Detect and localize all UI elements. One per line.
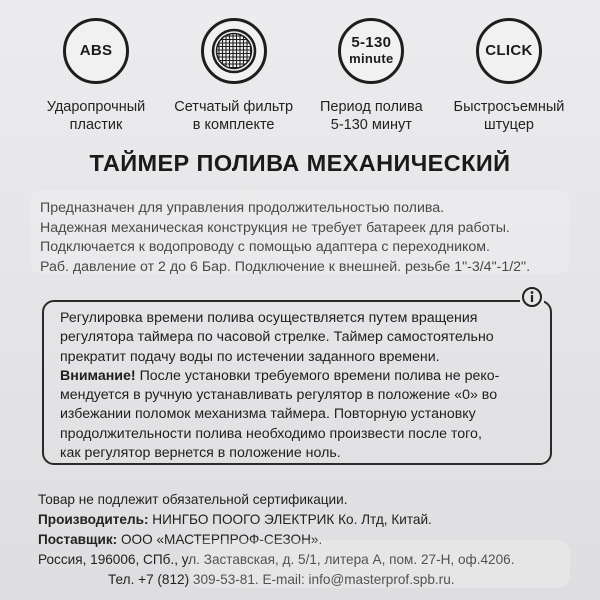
intro-line: Подключается к водопроводу с помощью адаптера с переходником. — [40, 239, 490, 255]
address-line: Россия, 196006, СПб., ул. Заставская, д. 5/1, литера А, пом. 27-Н, оф.4206. — [38, 552, 515, 567]
notice-line: прекратит подачу воды по истечении заданного времени. — [60, 348, 440, 365]
warning-text: После установки требуемого времени полива не реко- — [135, 367, 500, 384]
caption-line: Период полива — [319, 99, 423, 115]
notice-line: регулятора таймера по часовой стрелке. Таймер самостоятельно — [60, 329, 494, 346]
feature-period — [305, 14, 437, 144]
product-title: ТАЙМЕР ПОЛИВА МЕХАНИЧЕСКИЙ — [89, 150, 511, 176]
period-range: 5-130 — [351, 34, 392, 51]
certification-note: Товар не подлежит обязательной сертификации. — [38, 492, 348, 507]
feature-row — [30, 14, 575, 144]
notice-warning-line — [60, 367, 560, 386]
feature-click — [443, 14, 575, 144]
manufacturer-value: НИНГБО ПООГО ЭЛЕКТРИК Ко. Лтд, Китай. — [148, 512, 432, 527]
warning-label: Внимание! — [60, 367, 136, 384]
footer-info — [38, 490, 593, 590]
caption-line: в комплекте — [192, 117, 275, 133]
feature-icon-label: CLICK — [485, 42, 533, 59]
feature-caption — [47, 98, 145, 134]
feature-caption — [320, 98, 423, 134]
manufacturer-line — [38, 510, 593, 530]
notice-line: как регулятор вернется в положение ноль. — [60, 445, 341, 462]
notice-line: избежании поломок механизма таймера. Повторную установку — [60, 406, 476, 423]
intro-line: Раб. давление от 2 до 6 Бар. Подключение к внешней. резьбе 1"-3/4"-1/2". — [40, 258, 531, 275]
abs-text-icon — [63, 18, 129, 84]
caption-line: штуцер — [483, 117, 534, 133]
supplier-value: ООО «МАСТЕРПРОФ-СЕЗОН». — [117, 532, 323, 547]
intro-line: Надежная механическая конструкция не требует батареек для работы. — [40, 219, 510, 236]
feature-caption — [454, 98, 565, 134]
caption-line: 5-130 минут — [330, 117, 412, 133]
notice-line: продолжительности полива необходимо произвести после того, — [60, 425, 482, 442]
feature-icon-label — [349, 35, 393, 67]
feature-icon-label: ABS — [79, 42, 113, 59]
feature-abs — [30, 14, 162, 144]
contact-line: Тел. +7 (812) 309-53-81. E-mail: info@masterprof.spb.ru. — [108, 572, 455, 587]
supplier-label: Поставщик: — [38, 532, 118, 547]
supplier-line — [38, 530, 593, 550]
notice-text — [60, 309, 560, 463]
period-text-icon — [338, 18, 404, 84]
info-icon — [520, 285, 544, 309]
manufacturer-label: Производитель: — [38, 512, 149, 527]
notice-line: мендуется в ручную устанавливать регулятор в положение «0» во — [60, 387, 498, 404]
feature-filter — [168, 14, 300, 144]
caption-line: пластик — [69, 117, 123, 133]
caption-line: Сетчатый фильтр — [174, 99, 294, 115]
mesh-filter-icon — [201, 18, 267, 84]
feature-caption — [174, 98, 293, 134]
click-text-icon — [476, 18, 542, 84]
mesh-grid-icon — [211, 28, 257, 74]
intro-text — [40, 199, 580, 277]
period-unit: minute — [349, 51, 394, 66]
intro-line: Предназначен для управления продолжительностью полива. — [40, 200, 445, 216]
caption-line: Ударопрочный — [46, 99, 146, 115]
notice-line: Регулировка времени полива осуществляется путем вращения — [60, 310, 478, 326]
caption-line: Быстросъемный — [453, 99, 565, 115]
